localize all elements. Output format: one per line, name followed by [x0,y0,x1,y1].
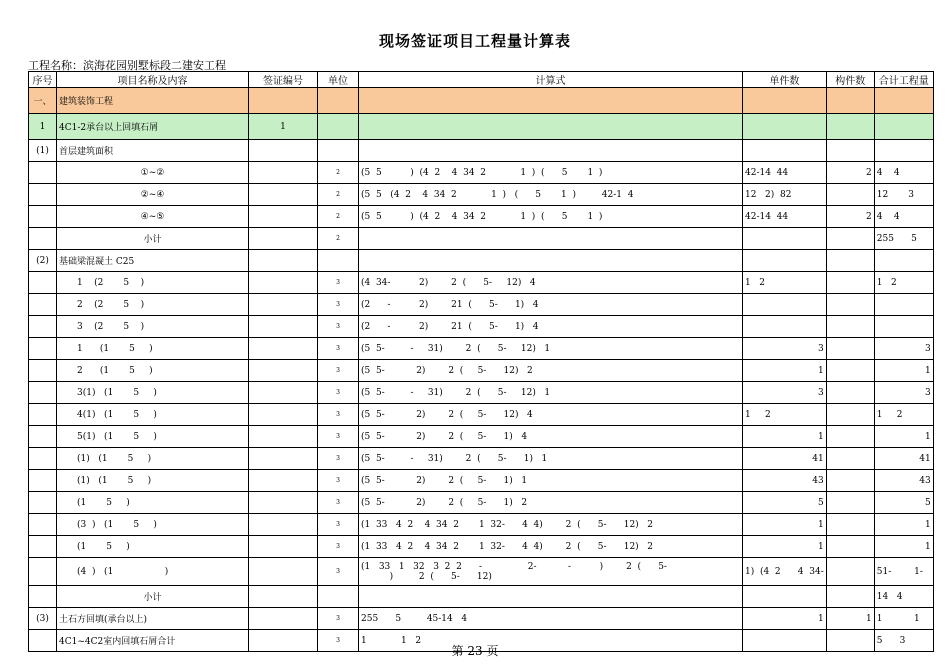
cell-unit [318,114,359,140]
cell-seq: 一、 [29,88,57,114]
header-name: 项目名称及内容 [57,72,249,88]
cell-single: 1 2 [743,272,827,294]
cell-name: 小计 [57,586,249,608]
cell-single [743,294,827,316]
header-single: 单件数 [743,72,827,88]
cell-single: 3 [743,382,827,404]
cell-name: 建筑装饰工程 [57,88,249,114]
cell-formula: (5 5- - 31) 2 ( 5- 12) 1 [359,338,743,360]
cell-single [743,586,827,608]
cell-unit: 3 [318,272,359,294]
table-row [29,536,934,558]
cell-sig [249,206,318,228]
cell-total: 1 2 [874,404,933,426]
table-row [29,514,934,536]
cell-name: 4(1) (1 5 ) [57,404,249,426]
cell-sig [249,492,318,514]
cell-unit: 3 [318,558,359,586]
table-row [29,250,934,272]
cell-total: 41 [874,448,933,470]
cell-formula: (5 5- 2) 2 ( 5- 12) 2 [359,360,743,382]
cell-sig [249,228,318,250]
cell-seq [29,206,57,228]
cell-name: 2 (1 5 ) [57,360,249,382]
cell-seq [29,470,57,492]
cell-sig [249,140,318,162]
table-row [29,88,934,114]
cell-single: 41 [743,448,827,470]
cell-total: 1 [874,426,933,448]
cell-unit: 3 [318,608,359,630]
cell-seq [29,514,57,536]
cell-single [743,88,827,114]
cell-formula: (5 5- 2) 2 ( 5- 12) 4 [359,404,743,426]
cell-single: 1 2 [743,404,827,426]
cell-name: 基础梁混凝土 C25 [57,250,249,272]
cell-sig [249,608,318,630]
cell-count [826,316,874,338]
table-row [29,272,934,294]
cell-seq: (3) [29,608,57,630]
cell-single: 1 [743,360,827,382]
cell-formula: (2 - 2) 21 ( 5- 1) 4 [359,294,743,316]
cell-formula [359,88,743,114]
cell-count [826,448,874,470]
cell-sig: 1 [249,114,318,140]
cell-count [826,492,874,514]
table-row [29,114,934,140]
cell-formula: (1 33 4 2 4 34 2 1 32- 4 4) 2 ( 5- 12) 2 [359,536,743,558]
cell-count [826,184,874,206]
table-row [29,608,934,630]
cell-formula: (5 5- 2) 2 ( 5- 1) 1 [359,470,743,492]
cell-single: 42-14 44 [743,206,827,228]
cell-sig [249,558,318,586]
table-row [29,206,934,228]
cell-name: 土石方回填(承台以上) [57,608,249,630]
cell-total: 51- 1- [874,558,933,586]
cell-sig [249,426,318,448]
cell-count [826,272,874,294]
cell-single [743,114,827,140]
cell-formula: (5 5 ) (4 2 4 34 2 1 ) ( 5 1 ) [359,162,743,184]
cell-sig [249,88,318,114]
cell-count [826,404,874,426]
cell-single [743,316,827,338]
cell-name: 4C1-2承台以上回填石屑 [57,114,249,140]
cell-sig [249,514,318,536]
cell-single: 1 [743,514,827,536]
cell-unit: 2 [318,228,359,250]
cell-unit [318,586,359,608]
cell-single: 1 [743,608,827,630]
cell-seq [29,184,57,206]
cell-unit: 3 [318,404,359,426]
cell-count [826,470,874,492]
header-unit: 单位 [318,72,359,88]
cell-sig [249,162,318,184]
cell-single: 12 2) 82 [743,184,827,206]
table-row [29,184,934,206]
cell-total: 255 5 [874,228,933,250]
cell-total [874,294,933,316]
cell-single: 42-14 44 [743,162,827,184]
page-title: 现场签证项目工程量计算表 [378,32,571,50]
cell-unit: 2 [318,184,359,206]
cell-formula [359,114,743,140]
cell-count [826,114,874,140]
cell-formula: (5 5- - 31) 2 ( 5- 12) 1 [359,382,743,404]
cell-total [874,88,933,114]
cell-formula: 1 1 2 [359,630,743,652]
quantity-table [28,71,934,652]
cell-total [874,316,933,338]
table-row [29,382,934,404]
cell-unit: 3 [318,492,359,514]
cell-seq [29,360,57,382]
cell-single [743,140,827,162]
cell-count [826,536,874,558]
cell-name: 5(1) (1 5 ) [57,426,249,448]
cell-name: 小计 [57,228,249,250]
cell-name: (1 5 ) [57,536,249,558]
cell-seq [29,492,57,514]
cell-seq [29,426,57,448]
cell-formula: (5 5- - 31) 2 ( 5- 1) 1 [359,448,743,470]
cell-single: 3 [743,338,827,360]
cell-formula: (5 5- 2) 2 ( 5- 1) 4 [359,426,743,448]
cell-total: 4 4 [874,162,933,184]
cell-name: 2 (2 5 ) [57,294,249,316]
cell-count: 1 [826,608,874,630]
cell-unit: 3 [318,514,359,536]
cell-seq [29,294,57,316]
cell-sig [249,404,318,426]
table-row [29,558,934,586]
cell-sig [249,470,318,492]
cell-seq [29,162,57,184]
cell-single: 43 [743,470,827,492]
cell-formula: (1 33 4 2 4 34 2 1 32- 4 4) 2 ( 5- 12) 2 [359,514,743,536]
cell-sig [249,360,318,382]
cell-count [826,338,874,360]
cell-name: (3 ) (1 5 ) [57,514,249,536]
table-row [29,404,934,426]
cell-name: 3(1) (1 5 ) [57,382,249,404]
table-row [29,360,934,382]
cell-seq: (1) [29,140,57,162]
table-row [29,426,934,448]
cell-name: 1 (2 5 ) [57,272,249,294]
table-row [29,140,934,162]
cell-unit: 3 [318,536,359,558]
cell-unit: 3 [318,382,359,404]
cell-name: (1) (1 5 ) [57,448,249,470]
cell-count: 2 [826,206,874,228]
cell-count [826,586,874,608]
table-row [29,338,934,360]
table-row [29,470,934,492]
cell-total: 1 [874,536,933,558]
cell-formula: (1 33 1 32 3 2 2 - 2- - ) 2 ( 5- ) 2 ( 5- 12) [359,558,743,586]
cell-single [743,250,827,272]
cell-unit: 3 [318,448,359,470]
cell-name: (4 ) (1 ) [57,558,249,586]
cell-name: ①~② [57,162,249,184]
cell-formula: (5 5 (4 2 4 34 2 1 ) ( 5 1 ) 42-1 4 [359,184,743,206]
header-seq: 序号 [29,72,57,88]
header-sig: 签证编号 [249,72,318,88]
table-row [29,492,934,514]
cell-formula [359,140,743,162]
cell-seq [29,404,57,426]
table-row [29,162,934,184]
cell-unit: 3 [318,338,359,360]
cell-sig [249,294,318,316]
cell-total: 3 [874,338,933,360]
cell-formula: (2 - 2) 21 ( 5- 1) 4 [359,316,743,338]
cell-sig [249,586,318,608]
cell-name: 1 (1 5 ) [57,338,249,360]
cell-total [874,140,933,162]
cell-formula [359,250,743,272]
cell-count [826,558,874,586]
table-row [29,294,934,316]
cell-sig [249,250,318,272]
cell-seq [29,448,57,470]
cell-name: 3 (2 5 ) [57,316,249,338]
cell-seq: (2) [29,250,57,272]
header-formula: 计算式 [359,72,743,88]
project-name: 工程名称：滨海花园别墅标段二建安工程 [28,59,226,72]
page-footer: 第 23 页 [451,644,499,658]
table-row [29,316,934,338]
cell-sig [249,184,318,206]
cell-name: ②~④ [57,184,249,206]
table-row [29,448,934,470]
table-row [29,586,934,608]
cell-unit: 3 [318,470,359,492]
cell-count [826,426,874,448]
cell-single: 1 [743,426,827,448]
header-count: 构件数 [826,72,874,88]
cell-name: ④~⑤ [57,206,249,228]
cell-total: 1 2 [874,272,933,294]
cell-unit: 3 [318,630,359,652]
cell-seq: 1 [29,114,57,140]
cell-unit [318,250,359,272]
cell-unit: 2 [318,206,359,228]
cell-name: 首层建筑面积 [57,140,249,162]
cell-unit [318,88,359,114]
cell-single: 1) (4 2 4 34- [743,558,827,586]
cell-total: 1 [874,360,933,382]
cell-count [826,360,874,382]
cell-count [826,382,874,404]
cell-count [826,228,874,250]
cell-name: (1) (1 5 ) [57,470,249,492]
cell-sig [249,382,318,404]
header-total: 合计工程量 [874,72,933,88]
cell-total: 4 4 [874,206,933,228]
cell-total: 5 [874,492,933,514]
cell-total: 1 [874,514,933,536]
cell-count [826,140,874,162]
cell-seq [29,536,57,558]
cell-formula: 255 5 45-14 4 [359,608,743,630]
cell-total: 5 3 [874,630,933,652]
cell-sig [249,316,318,338]
cell-seq [29,272,57,294]
cell-seq [29,586,57,608]
cell-unit: 3 [318,426,359,448]
cell-count [826,294,874,316]
cell-unit: 3 [318,360,359,382]
cell-seq [29,382,57,404]
cell-single: 5 [743,492,827,514]
cell-unit: 2 [318,162,359,184]
cell-single [743,228,827,250]
cell-sig [249,272,318,294]
cell-seq [29,338,57,360]
cell-total: 12 3 [874,184,933,206]
cell-seq [29,558,57,586]
cell-formula: (5 5- 2) 2 ( 5- 1) 2 [359,492,743,514]
cell-unit: 3 [318,316,359,338]
cell-sig [249,536,318,558]
cell-formula [359,586,743,608]
cell-seq [29,228,57,250]
cell-total [874,250,933,272]
table-row [29,228,934,250]
cell-seq [29,316,57,338]
cell-formula: (4 34- 2) 2 ( 5- 12) 4 [359,272,743,294]
cell-total: 1 1 [874,608,933,630]
cell-single: 1 [743,536,827,558]
cell-total: 3 [874,382,933,404]
cell-count [826,250,874,272]
cell-count [826,514,874,536]
cell-sig [249,338,318,360]
cell-formula [359,228,743,250]
cell-unit: 3 [318,294,359,316]
cell-count [826,88,874,114]
cell-name: (1 5 ) [57,492,249,514]
cell-total: 14 4 [874,586,933,608]
cell-name: 4C1~4C2室内回填石屑合计 [57,630,249,652]
header-row [29,72,934,88]
cell-formula: (5 5 ) (4 2 4 34 2 1 ) ( 5 1 ) [359,206,743,228]
cell-count: 2 [826,162,874,184]
cell-sig [249,448,318,470]
cell-total [874,114,933,140]
cell-unit [318,140,359,162]
cell-total: 43 [874,470,933,492]
